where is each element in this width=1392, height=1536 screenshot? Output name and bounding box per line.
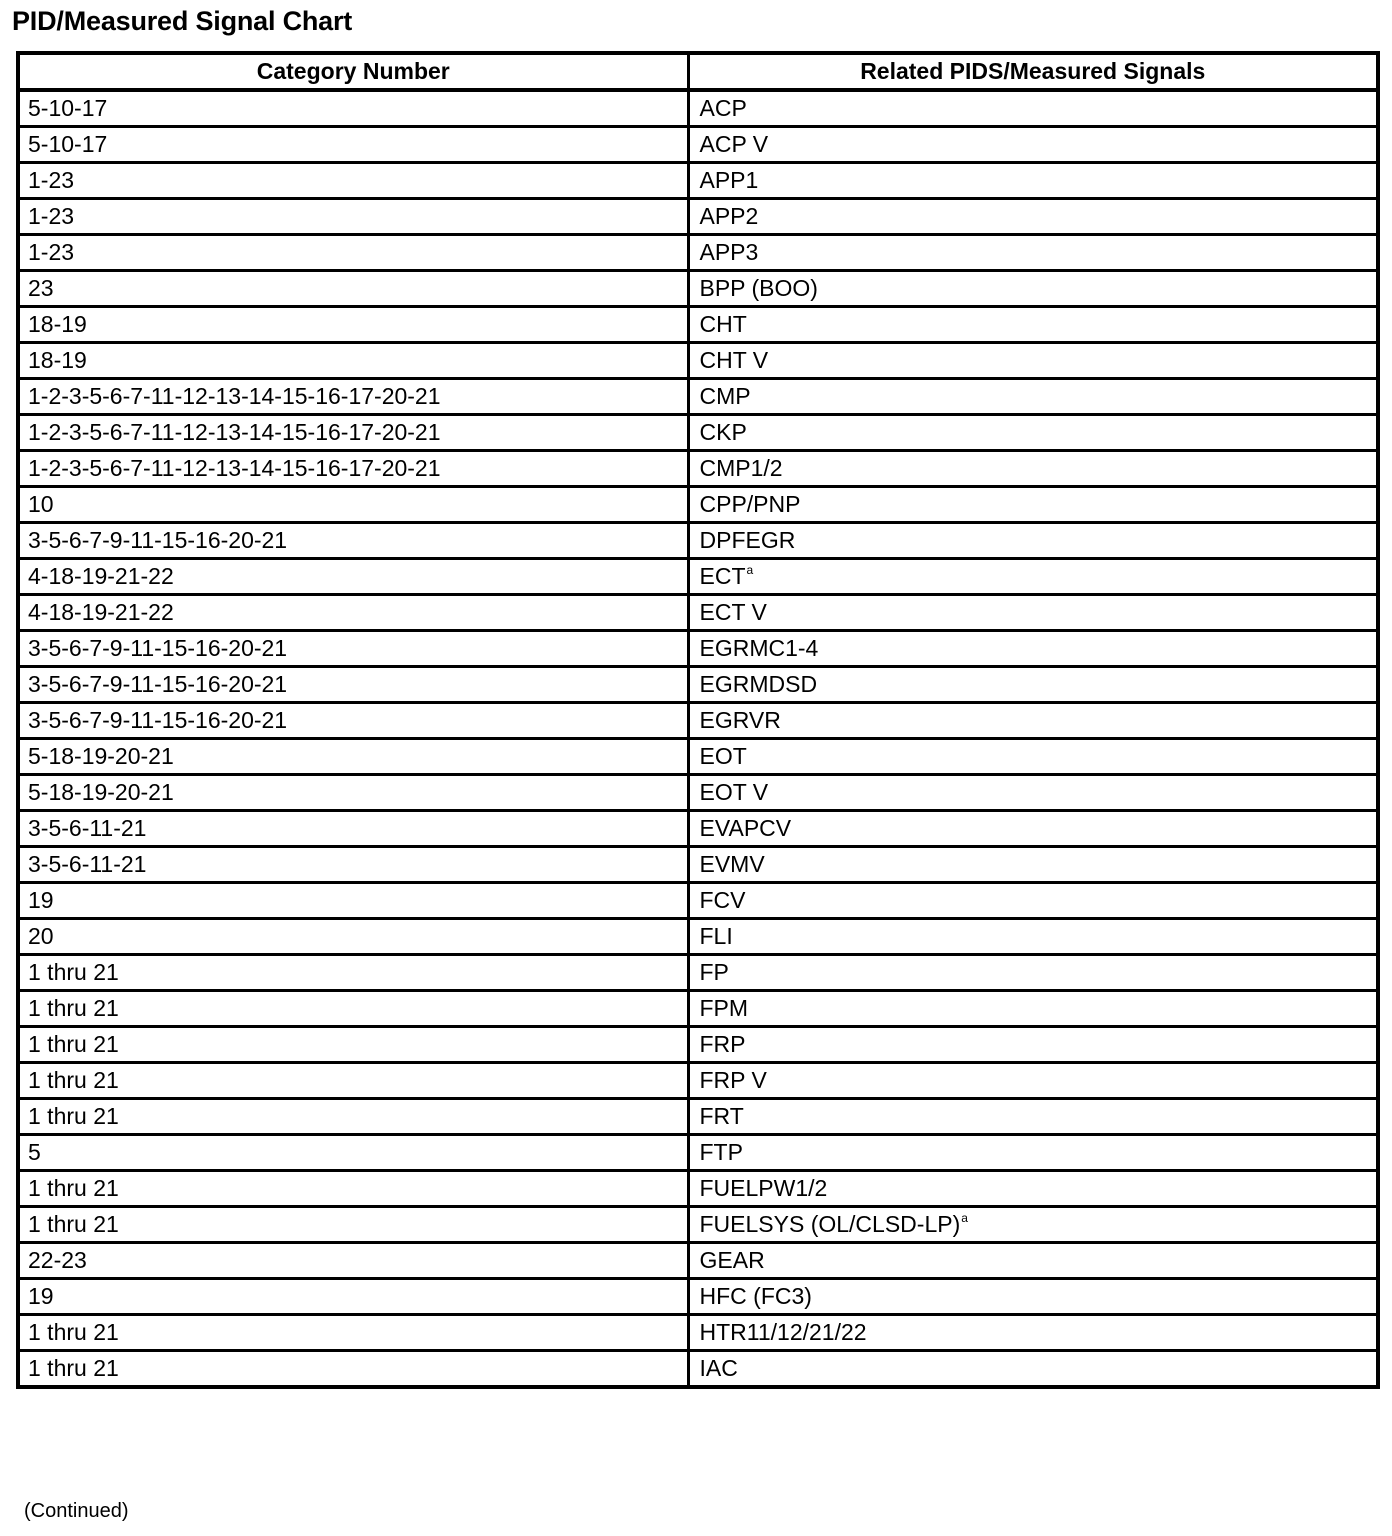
category-cell: 1-23 — [18, 235, 688, 271]
category-cell: 1-23 — [18, 163, 688, 199]
category-cell: 18-19 — [18, 343, 688, 379]
signal-name: HFC (FC3) — [699, 1283, 812, 1309]
table-row — [18, 1171, 1378, 1207]
signal-cell — [688, 271, 1378, 307]
category-cell: 1-23 — [18, 199, 688, 235]
signal-cell — [688, 487, 1378, 523]
category-cell: 23 — [18, 271, 688, 307]
table-row — [18, 415, 1378, 451]
category-cell: 19 — [18, 1279, 688, 1315]
table-body — [18, 90, 1378, 1387]
signal-name: FRT — [699, 1103, 744, 1129]
table-row — [18, 379, 1378, 415]
category-cell: 5-18-19-20-21 — [18, 739, 688, 775]
signal-cell — [688, 883, 1378, 919]
signal-name: FCV — [699, 887, 746, 913]
signal-name: HTR11/12/21/22 — [699, 1319, 867, 1345]
signal-cell — [688, 775, 1378, 811]
table-row — [18, 703, 1378, 739]
table-row — [18, 919, 1378, 955]
category-cell: 1 thru 21 — [18, 1099, 688, 1135]
signal-name: FRP V — [699, 1067, 767, 1093]
signal-cell — [688, 1135, 1378, 1171]
signal-cell — [688, 667, 1378, 703]
signal-cell — [688, 1207, 1378, 1243]
signal-cell — [688, 739, 1378, 775]
table-row — [18, 811, 1378, 847]
signal-cell — [688, 847, 1378, 883]
signal-cell — [688, 199, 1378, 235]
category-cell: 1 thru 21 — [18, 1207, 688, 1243]
signal-cell — [688, 90, 1378, 127]
table-row — [18, 1315, 1378, 1351]
signal-name: FUELPW1/2 — [699, 1175, 828, 1201]
table-row — [18, 595, 1378, 631]
signal-cell — [688, 343, 1378, 379]
table-row — [18, 991, 1378, 1027]
continued-note: (Continued) — [24, 1500, 129, 1522]
signal-cell — [688, 595, 1378, 631]
signal-name: EGRMC1-4 — [699, 635, 819, 661]
signal-cell — [688, 235, 1378, 271]
signal-cell — [688, 1171, 1378, 1207]
signal-cell — [688, 1027, 1378, 1063]
table-header-row — [18, 53, 1378, 90]
table-row — [18, 163, 1378, 199]
signal-name: FP — [699, 959, 729, 985]
signal-name: APP1 — [699, 167, 759, 193]
footnote-marker: a — [961, 1211, 968, 1225]
column-header-category: Category Number — [18, 53, 688, 90]
category-cell: 3-5-6-11-21 — [18, 847, 688, 883]
category-cell: 5 — [18, 1135, 688, 1171]
table-row — [18, 1099, 1378, 1135]
table-row — [18, 1063, 1378, 1099]
table-row — [18, 1279, 1378, 1315]
signal-cell — [688, 1351, 1378, 1388]
table-row — [18, 523, 1378, 559]
category-cell: 4-18-19-21-22 — [18, 595, 688, 631]
category-cell: 4-18-19-21-22 — [18, 559, 688, 595]
signal-name: EGRVR — [699, 707, 781, 733]
signal-name: DPFEGR — [699, 527, 796, 553]
category-cell: 1 thru 21 — [18, 1315, 688, 1351]
table-row — [18, 1351, 1378, 1388]
table-row — [18, 1243, 1378, 1279]
signal-name: EGRMDSD — [699, 671, 818, 697]
table-row — [18, 127, 1378, 163]
table-row — [18, 883, 1378, 919]
signal-name: CPP/PNP — [699, 491, 801, 517]
category-cell: 3-5-6-7-9-11-15-16-20-21 — [18, 523, 688, 559]
column-header-signals: Related PIDS/Measured Signals — [688, 53, 1378, 90]
category-cell: 1 thru 21 — [18, 1171, 688, 1207]
signal-cell — [688, 1315, 1378, 1351]
category-cell: 1-2-3-5-6-7-11-12-13-14-15-16-17-20-21 — [18, 415, 688, 451]
table-row — [18, 739, 1378, 775]
signal-name: IAC — [699, 1355, 738, 1381]
pid-signal-table — [16, 51, 1380, 1389]
signal-cell — [688, 127, 1378, 163]
category-cell: 5-18-19-20-21 — [18, 775, 688, 811]
category-cell: 3-5-6-7-9-11-15-16-20-21 — [18, 631, 688, 667]
category-cell: 3-5-6-7-9-11-15-16-20-21 — [18, 667, 688, 703]
category-cell: 5-10-17 — [18, 127, 688, 163]
signal-name: FPM — [699, 995, 749, 1021]
signal-name: FRP — [699, 1031, 746, 1057]
table-row — [18, 631, 1378, 667]
table-row — [18, 90, 1378, 127]
category-cell: 1-2-3-5-6-7-11-12-13-14-15-16-17-20-21 — [18, 451, 688, 487]
table-row — [18, 235, 1378, 271]
signal-name: EOT V — [699, 779, 769, 805]
signal-name: EOT — [699, 743, 747, 769]
category-cell: 19 — [18, 883, 688, 919]
signal-cell — [688, 523, 1378, 559]
category-cell: 1 thru 21 — [18, 955, 688, 991]
signal-cell — [688, 991, 1378, 1027]
signal-name: CKP — [699, 419, 747, 445]
category-cell: 22-23 — [18, 1243, 688, 1279]
signal-name: CMP — [699, 383, 751, 409]
signal-cell — [688, 703, 1378, 739]
signal-name: CHT V — [699, 347, 769, 373]
table-row — [18, 1027, 1378, 1063]
signal-cell — [688, 1099, 1378, 1135]
signal-name: APP3 — [699, 239, 759, 265]
category-cell: 10 — [18, 487, 688, 523]
signal-name: CMP1/2 — [699, 455, 783, 481]
footnote-marker: a — [746, 563, 754, 577]
signal-name: CHT — [699, 311, 747, 337]
signal-cell — [688, 1063, 1378, 1099]
signal-cell — [688, 163, 1378, 199]
signal-name: FUELSYS (OL/CLSD-LP) — [699, 1211, 961, 1237]
table-row — [18, 955, 1378, 991]
signal-cell — [688, 811, 1378, 847]
table-row — [18, 847, 1378, 883]
signal-name: ACP V — [699, 131, 769, 157]
signal-name: FLI — [699, 923, 733, 949]
category-cell: 20 — [18, 919, 688, 955]
signal-name: ACP — [699, 95, 747, 121]
table-row — [18, 487, 1378, 523]
category-cell: 5-10-17 — [18, 90, 688, 127]
signal-cell — [688, 631, 1378, 667]
category-cell: 3-5-6-7-9-11-15-16-20-21 — [18, 703, 688, 739]
table-row — [18, 559, 1378, 595]
signal-name: GEAR — [699, 1247, 765, 1273]
signal-cell — [688, 1243, 1378, 1279]
category-cell: 1 thru 21 — [18, 991, 688, 1027]
table-row — [18, 775, 1378, 811]
signal-cell — [688, 307, 1378, 343]
table-row — [18, 199, 1378, 235]
table-row — [18, 451, 1378, 487]
category-cell: 1 thru 21 — [18, 1063, 688, 1099]
signal-name: EVMV — [699, 851, 765, 877]
category-cell: 1 thru 21 — [18, 1027, 688, 1063]
signal-name: FTP — [699, 1139, 743, 1165]
signal-name: ECT V — [699, 599, 767, 625]
table-row — [18, 271, 1378, 307]
category-cell: 1-2-3-5-6-7-11-12-13-14-15-16-17-20-21 — [18, 379, 688, 415]
signal-cell — [688, 451, 1378, 487]
signal-cell — [688, 955, 1378, 991]
signal-cell — [688, 415, 1378, 451]
table-row — [18, 1135, 1378, 1171]
page-title: PID/Measured Signal Chart — [12, 6, 353, 36]
category-cell: 3-5-6-11-21 — [18, 811, 688, 847]
signal-cell — [688, 1279, 1378, 1315]
signal-name: EVAPCV — [699, 815, 792, 841]
signal-cell — [688, 379, 1378, 415]
signal-cell — [688, 559, 1378, 595]
category-cell: 18-19 — [18, 307, 688, 343]
signal-name: ECT — [699, 563, 746, 589]
signal-name: BPP (BOO) — [699, 275, 818, 301]
table-row — [18, 667, 1378, 703]
table-row — [18, 307, 1378, 343]
table-row — [18, 1207, 1378, 1243]
table-row — [18, 343, 1378, 379]
category-cell: 1 thru 21 — [18, 1351, 688, 1388]
signal-cell — [688, 919, 1378, 955]
signal-name: APP2 — [699, 203, 759, 229]
